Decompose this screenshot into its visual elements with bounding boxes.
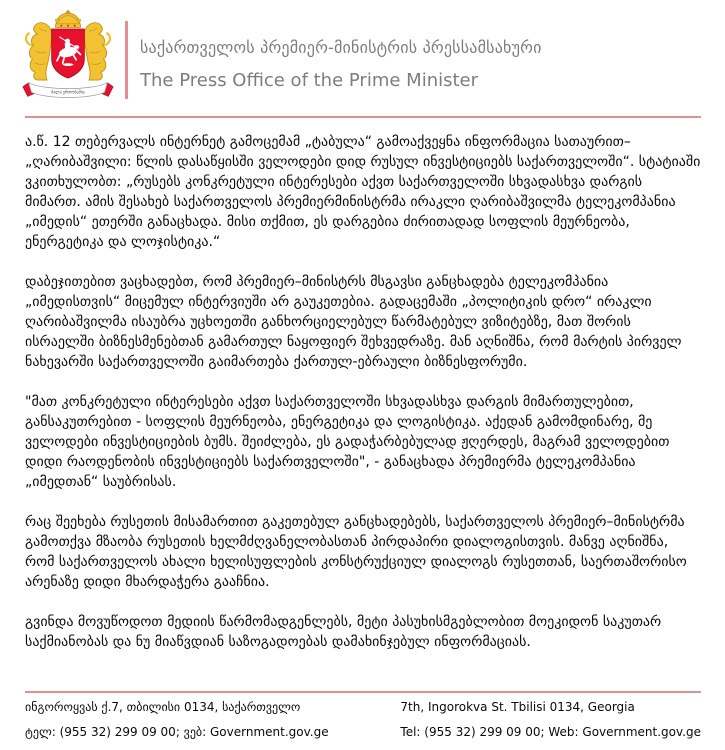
footer-contact-georgian: ტელ: (955 32) 299 09 00; ვებ: Government.gov.ge: [25, 725, 329, 739]
footer-rule: [25, 691, 701, 693]
header-rule: [25, 116, 701, 118]
footer: [25, 700, 701, 739]
lion-right-icon: [84, 23, 110, 80]
shield-icon: [52, 29, 85, 78]
footer-contact-english: Tel: (955 32) 299 09 00; Web: Government.gov.ge: [400, 725, 701, 739]
footer-english: [400, 700, 701, 739]
paragraph-4: რაც შეეხება რუსეთის მისამართით გაკეთებულ განცხადებებს, საქართველოს პრემიერ–მინისტრმა გამოთქვა მზაობა რუსეთის ხელმძღვანელობასთან პირდაპირი დიალოგისთვის. მანვე აღნიშნა, რომ საქართველოს ახალი ხელისუფლების კონსტრუქციულ დიალოგს რუსეთთან, საერთაშორისო არენაზე დიდი მხარდაჭერა გააჩნია.: [25, 514, 687, 590]
footer-address-georgian: ინგოროყვას ქ.7, თბილისი 0134, საქართველო: [25, 700, 301, 714]
footer-address-english: 7th, Ingorokva St. Tbilisi 0134, Georgia: [400, 700, 635, 714]
ribbon-motto: ძალა ერთობაშია: [51, 89, 85, 95]
footer-georgian: [25, 700, 329, 739]
header-titles: [140, 8, 542, 91]
georgia-coat-of-arms-icon: [20, 8, 116, 102]
ribbon-icon: [23, 83, 113, 98]
office-title-english: The Press Office of the Prime Minister: [140, 70, 479, 91]
lion-left-icon: [26, 23, 52, 80]
crown-icon: [55, 10, 80, 28]
header: [20, 8, 542, 102]
header-divider: [125, 21, 128, 99]
press-release-body: [25, 132, 702, 672]
paragraph-1: ა.წ. 12 თებერვალს ინტერნეტ გამოცემამ „ტაბულა“ გამოაქვეყნა ინფორმაცია სათაურით–„ღარიბაშვილი: წლის დასაწყისში ველოდები დიდ რუსულ ინვესტიციებს საქართველოში“. სტატიაში ვკითხულობთ: „რუსებს კონკრეტული ინტერესები აქვთ საქართველოში სხვადასხვა დარგის მიმართ. ამის შესახებ საქართველოს პრემიერმინისტრმა ირაკლი ღარიბაშვილმა ტელეკომპანია „იმედის“ ეთერში განაცხადა. მისი თქმით, ეს დარგებია ძირითადად სოფლის მეურნეობა, ენერგეტიკა და ლოჯისტიკა.“: [25, 134, 701, 250]
paragraph-3: "მათ კონკრეტული ინტერესები აქვთ საქართველოში სხვადასხვა დარგის მიმართულებით, განსაკუთრებით - სოფლის მეურნეობა, ენერგეტიკა და ლოგისტიკა. აქედან გამომდინარე, მე ველოდები ინვესტიციების ბუმს. შეიძლება, ეს გადაჭარბებულად ჟღერდეს, მაგრამ ველოდებით დიდი რაოდენობის ინვესტიციებს საქართველოში", - განაცხადა პრემიერმა ტელეკომპანია „იმედთან“ საუბრისას.: [25, 394, 670, 490]
paragraph-2: დაბეჯითებით ვაცხადებთ, რომ პრემიერ–მინისტრს მსგავსი განცხადება ტელეკომპანია „იმედისთვის“ მიცემულ ინტერვიუში არ გაუკეთებია. გადაცემაში „პოლიტიკის დრო“ ირაკლი ღარიბაშვილმა ისაუბრა უცხოეთში განხორციელებულ წარმატებულ ვიზიტებზე, მათ შორის ისრაელში ბიზნესმენებთან გამართულ ნაყოფიერ შეხვედრაზე. მან აღნიშნა, რომ მარტის პირველ ნახევარში საქართველოში გაიმართება ქართულ-ებრაული ბიზნესფორუმი.: [25, 274, 682, 370]
office-title-georgian: საქართველოს პრემიერ-მინისტრის პრესსამსახური: [140, 38, 542, 57]
paragraph-5: გვინდა მოვუწოდოთ მედიის წარმომადგენლებს, მეტი პასუხისმგებლობით მოეკიდონ საკუთარ საქმიანობას და ნუ მიაწვდიან საზოგადოებას დამახინჯებულ ინფორმაციას.: [25, 614, 662, 650]
